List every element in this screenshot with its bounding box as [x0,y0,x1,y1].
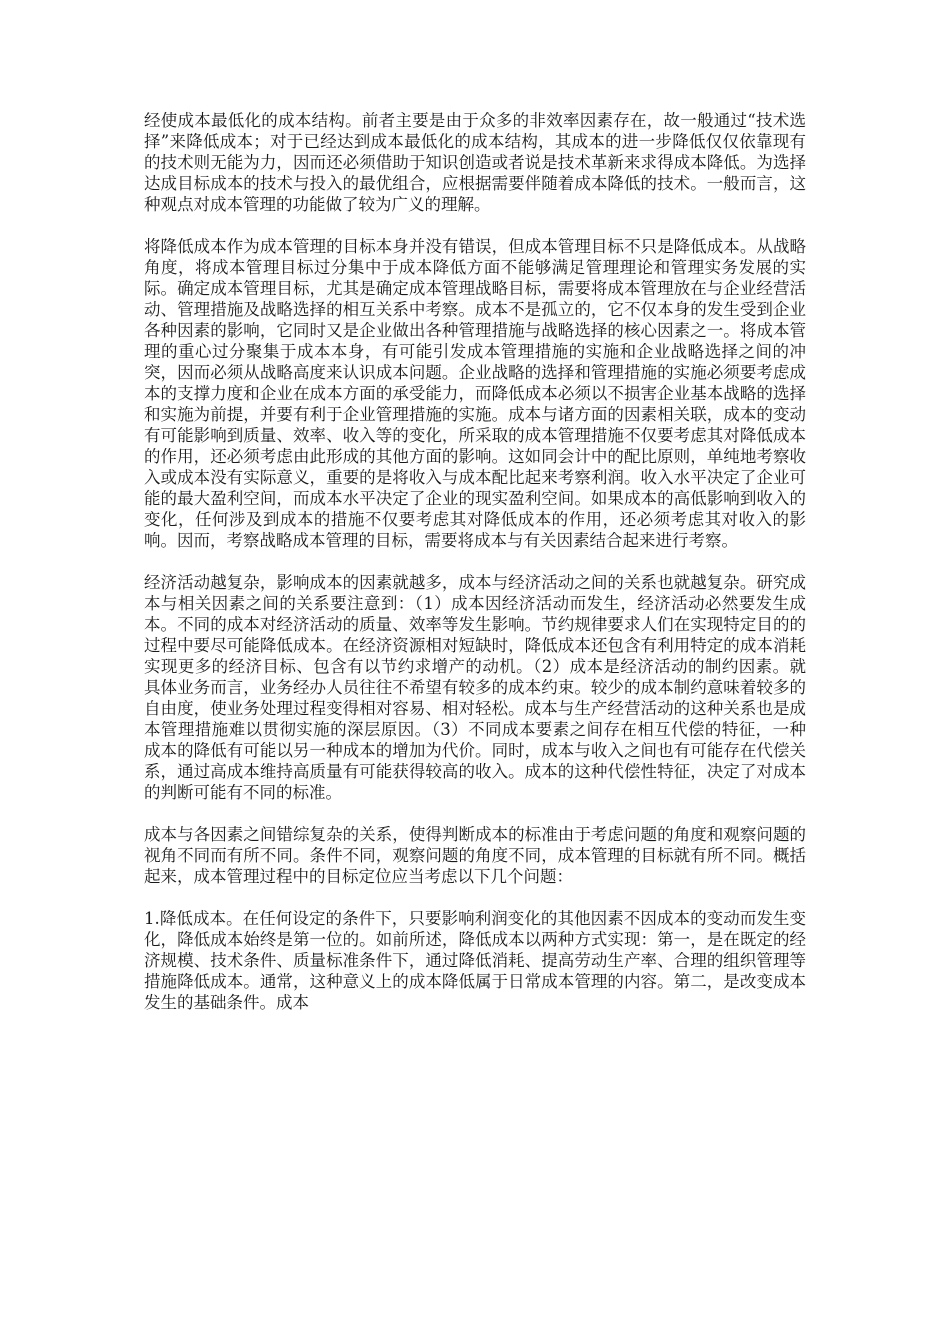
paragraph-3: 经济活动越复杂，影响成本的因素就越多，成本与经济活动之间的关系也就越复杂。研究成本与相关因素之间的关系要注意到：（1）成本因经济活动而发生，经济活动必然要发生成本。不同的成本对经济活动的质量、效率等发生影响。节约规律要求人们在实现特定目的的过程中要尽可能降低成本。在经济资源相对短缺时，降低成本还包含有利用特定的成本消耗实现更多的经济目标、包含有以节约求增产的动机。（2）成本是经济活动的制约因素。就具体业务而言，业务经办人员往往不希望有较多的成本约束。较少的成本制约意味着较多的自由度，使业务处理过程变得相对容易、相对轻松。成本与生产经营活动的这种关系也是成本管理措施难以贯彻实施的深层原因。（3）不同成本要素之间存在相互代偿的特征，一种成本的降低有可能以另一种成本的增加为代价。同时，成本与收入之间也有可能存在代偿关系，通过高成本维持高质量有可能获得较高的收入。成本的这种代偿性特征，决定了对成本的判断可能有不同的标准。 [144,573,806,802]
paragraph-5: 1.降低成本。在任何设定的条件下，只要影响利润变化的其他因素不因成本的变动而发生变化，降低成本始终是第一位的。如前所述，降低成本以两种方式实现：第一，是在既定的经济规模、技术条件、质量标准条件下，通过降低消耗、提高劳动生产率、合理的组织管理等措施降低成本。通常，这种意义上的成本降低属于日常成本管理的内容。第二，是改变成本发生的基础条件。成本 [144,909,806,1012]
document-page [144,110,806,1034]
paragraph-4: 成本与各因素之间错综复杂的关系，使得判断成本的标准由于考虑问题的角度和观察问题的视角不同而有所不同。条件不同，观察问题的角度不同，成本管理的目标就有所不同。概括起来，成本管理过程中的目标定位应当考虑以下几个问题： [144,825,806,886]
paragraph-2: 将降低成本作为成本管理的目标本身并没有错误，但成本管理目标不只是降低成本。从战略角度，将成本管理目标过分集中于成本降低方面不能够满足管理理论和管理实务发展的实际。确定成本管理目标，尤其是确定成本管理战略目标，需要将成本管理放在与企业经营活动、管理措施及战略选择的相互关系中考察。成本不是孤立的，它不仅本身的发生受到企业各种因素的影响，它同时又是企业做出各种管理措施与战略选择的核心因素之一。将成本管理的重心过分聚集于成本本身，有可能引发成本管理措施的实施和企业战略选择之间的冲突，因而必须从战略高度来认识成本问题。企业战略的选择和管理措施的实施必须要考虑成本的支撑力度和企业在成本方面的承受能力，而降低成本必须以不损害企业基本战略的选择和实施为前提，并要有利于企业管理措施的实施。成本与诸方面的因素相关联，成本的变动有可能影响到质量、效率、收入等的变化，所采取的成本管理措施不仅要考虑其对降低成本的作用，还必须考虑由此形成的其他方面的影响。这如同会计中的配比原则，单纯地考察收入或成本没有实际意义，重要的是将收入与成本配比起来考察利润。收入水平决定了企业可能的最大盈利空间，而成本水平决定了企业的现实盈利空间。如果成本的高低影响到收入的变化，任何涉及到成本的措施不仅要考虑其对降低成本的作用，还必须考虑其对收入的影响。因而，考察战略成本管理的目标，需要将成本与有关因素结合起来进行考察。 [144,237,806,550]
paragraph-1: 经使成本最低化的成本结构。前者主要是由于众多的非效率因素存在，故一般通过“技术选择”来降低成本；对于已经达到成本最低化的成本结构，其成本的进一步降低仅仅依靠现有的技术则无能为力，因而还必须借助于知识创造或者说是技术革新来求得成本降低。为选择达成目标成本的技术与投入的最优组合，应根据需要伴随着成本降低的技术。一般而言，这种观点对成本管理的功能做了较为广义的理解。 [144,111,806,214]
